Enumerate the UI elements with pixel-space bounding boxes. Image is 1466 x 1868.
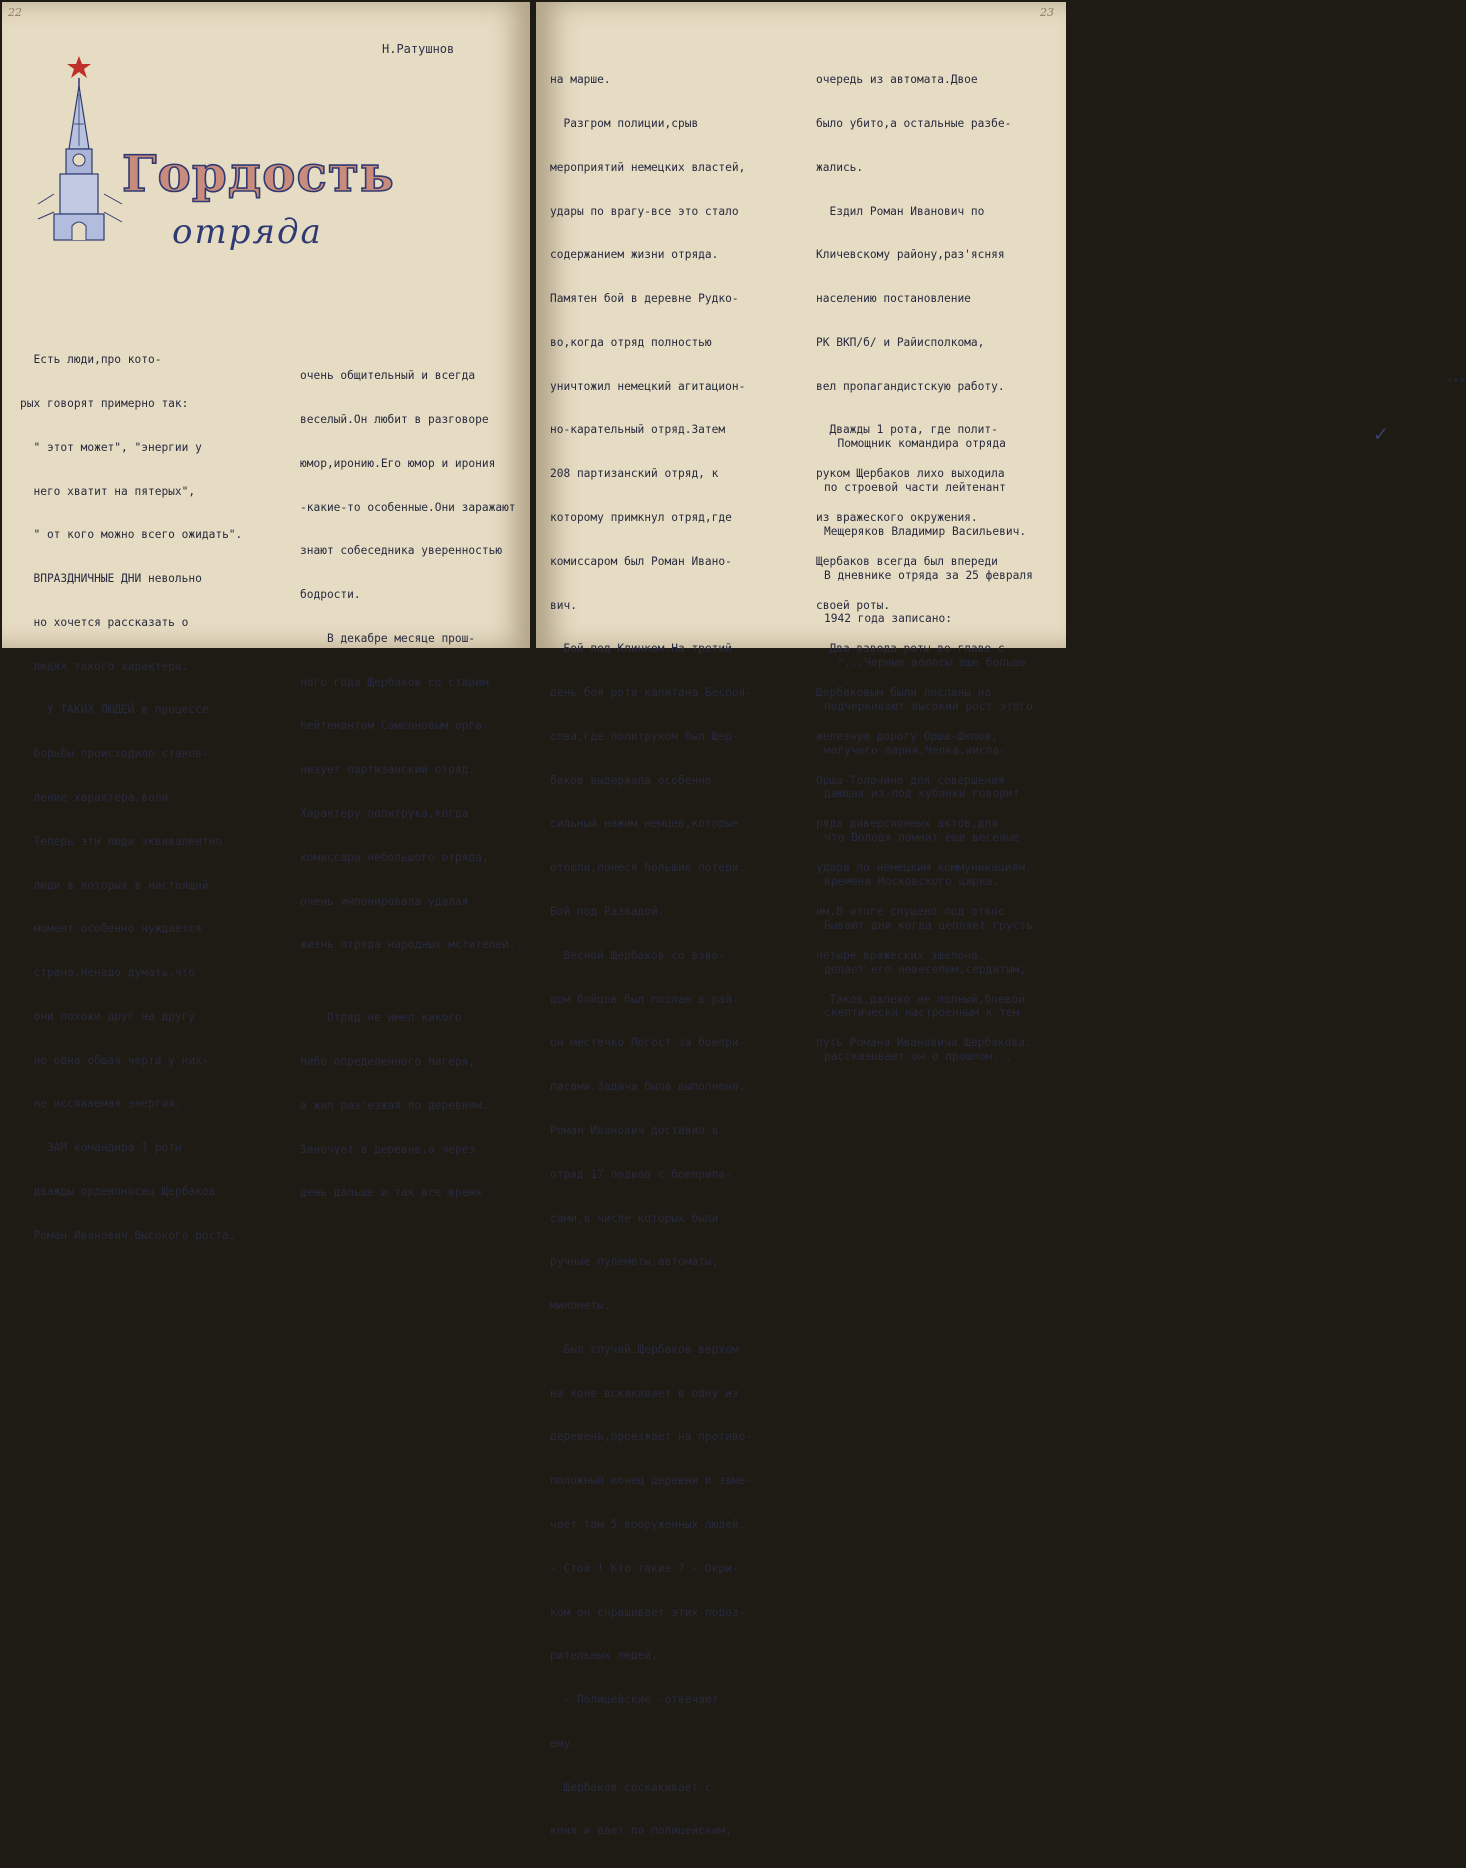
text-line: Бой под Клинком.На третий bbox=[550, 642, 732, 656]
text-line: Дважды 1 рота, где полит- bbox=[816, 423, 998, 437]
text-line: веселый.Он любит в разговоре bbox=[300, 412, 489, 426]
text-line: по строевой части лейтенант bbox=[824, 480, 1006, 494]
text-line: четыре вражеских эшелона. bbox=[816, 948, 985, 962]
text-line: но-карательный отряд.Затем bbox=[550, 423, 726, 437]
text-line: он местечко Погост за боепри- bbox=[550, 1036, 746, 1050]
text-line: дом бойцов был послан в рай- bbox=[550, 992, 739, 1006]
text-line: 208 партизанский отряд, к bbox=[550, 467, 719, 481]
text-line: железную дорогу Орша-Шклов, bbox=[816, 729, 998, 743]
text-line: ление характера,воли. bbox=[20, 791, 175, 804]
text-line: Щербаковым были посланы на bbox=[816, 686, 992, 700]
text-line: - Полицейские -отвечают bbox=[550, 1693, 719, 1707]
text-line: момент особенно нуждается bbox=[20, 922, 202, 936]
text-line: либо определенного лагеря, bbox=[300, 1055, 476, 1069]
text-line: Щербаков всегда был впереди bbox=[816, 554, 998, 568]
page-number: 23 bbox=[1040, 6, 1054, 19]
text-line: рительных людей. bbox=[550, 1649, 658, 1663]
text-line: комиссаром был Роман Ивано- bbox=[550, 554, 732, 568]
text-line: отряд 17 подвод с боеприпа- bbox=[550, 1167, 732, 1181]
text-line: рых говорят примерно так: bbox=[20, 396, 189, 410]
text-line: Характеру политрука,когда bbox=[300, 807, 469, 820]
text-line: -какие-то особенные.Они заражают bbox=[300, 500, 516, 514]
left-text-column-1 bbox=[20, 324, 242, 1273]
article-title: Гордость bbox=[122, 144, 395, 203]
text-line: уничтожил немецкий агитацион- bbox=[550, 379, 746, 393]
text-line: вич. bbox=[550, 598, 577, 612]
text-line: удары по врагу-все это стало bbox=[550, 204, 739, 218]
text-line: населению постановление bbox=[816, 292, 971, 306]
text-line: Был случай.Щербаков верхом bbox=[550, 1342, 739, 1356]
text-line: Заночует в деревне,а через bbox=[300, 1142, 476, 1156]
text-line: лого года Щербаков со старим bbox=[300, 675, 489, 689]
text-line: Есть люди,про кото- bbox=[20, 353, 162, 367]
left-text-column-2 bbox=[300, 340, 516, 1230]
text-line: Мещеряков Владимир Васильевич. bbox=[824, 524, 1027, 538]
text-line: день боя рота капитана Беспоя- bbox=[550, 686, 753, 700]
text-line: могучего парня.Челка,ниспа- bbox=[824, 743, 1006, 757]
text-line: во,когда отряд полностью bbox=[550, 335, 712, 349]
text-line: Памятен бой в деревне Рудко- bbox=[550, 292, 739, 306]
text-line: которому примкнул отряд,где bbox=[550, 511, 732, 524]
text-line: положный конец деревни и заме- bbox=[550, 1474, 753, 1488]
text-line: что Володя помнит еще веселые bbox=[824, 831, 1020, 845]
text-line: Помощник командира отряда bbox=[824, 437, 1006, 451]
checkmark-icon: ✓ bbox=[1374, 422, 1388, 447]
text-line: Роман Иванович доставил в bbox=[550, 1123, 719, 1137]
text-line: Разгром полиции,срыв bbox=[550, 116, 699, 130]
text-line: не иссякаемая энергия. bbox=[20, 1097, 182, 1111]
text-line: бодрости. bbox=[300, 588, 361, 602]
text-line: ком он спрашивает этих подоз- bbox=[550, 1605, 746, 1619]
text-line: дважды орденоносец Щербаков bbox=[20, 1185, 216, 1199]
text-line: РК ВКП/б/ и Райисполкома, bbox=[816, 335, 985, 349]
text-line: своей роты. bbox=[816, 598, 891, 612]
text-line: ручные пулеметы,автоматы, bbox=[550, 1255, 719, 1269]
text-line: делает его невеселым,сердитым, bbox=[824, 962, 1027, 976]
section-separator: *** bbox=[1446, 376, 1466, 389]
text-line: руком Щербаков лихо выходила bbox=[816, 467, 1005, 481]
text-line: борьбы происходило станов- bbox=[20, 747, 209, 761]
text-line: лейтенантом Самсоновым орга- bbox=[300, 719, 489, 733]
text-line: чает там 5 вооруженных людей. bbox=[550, 1517, 746, 1531]
text-line: они похожи друг на другу bbox=[20, 1009, 196, 1023]
text-line: В дневнике отряда за 25 февраля bbox=[824, 568, 1033, 582]
text-line: но хочется рассказать о bbox=[20, 615, 189, 629]
text-line: день дальше и так все время bbox=[300, 1186, 482, 1200]
text-line: а жил раз'езжая по деревням. bbox=[300, 1098, 489, 1112]
text-line: Ездил Роман Иванович по bbox=[816, 204, 985, 218]
text-line: ЗАМ командира 1 роты bbox=[20, 1141, 182, 1155]
text-line: ряда диверсионных актов,для bbox=[816, 817, 998, 831]
text-line: Щербаков соскакивает с bbox=[550, 1780, 712, 1794]
text-line: пасами.Задача была выполнена. bbox=[550, 1080, 746, 1094]
text-line: времена Московского цирка. bbox=[824, 875, 1000, 888]
text-line: но одна общая черта у них- bbox=[20, 1053, 209, 1067]
text-line: сова,где политруком был Щер- bbox=[550, 729, 739, 743]
text-line: У ТАКИХ ЛЮДЕЙ в процессе bbox=[20, 703, 209, 717]
right-text-column-3 bbox=[824, 408, 1033, 1094]
text-line: рассказывает он о прошлом... bbox=[824, 1050, 1013, 1064]
text-line: Кличевскому району,раз'ясняя bbox=[816, 248, 1005, 262]
text-line: мероприятий немецких властей, bbox=[550, 160, 746, 174]
text-line: дающая из-под кубанки говорит bbox=[824, 787, 1020, 801]
text-line: Бой под Развадой. bbox=[550, 905, 665, 919]
text-line: на марше. bbox=[550, 73, 611, 87]
text-line: вел пропагандистскую работу. bbox=[816, 379, 1005, 393]
text-line: страна.Ненадо думать,что bbox=[20, 966, 196, 980]
left-page bbox=[2, 2, 532, 1242]
text-line: жизнь отряда народных мстителей. bbox=[300, 938, 516, 952]
text-line: жались. bbox=[816, 160, 864, 174]
text-line: содержанием жизни отряда. bbox=[550, 248, 719, 262]
right-text-column-1 bbox=[550, 44, 752, 1868]
text-line: скептически настроенным к тем bbox=[824, 1006, 1020, 1020]
text-line: очередь из автомата.Двое bbox=[816, 73, 978, 87]
text-line: "...Черные волосы еще больше bbox=[824, 656, 1027, 670]
text-line: было убито,а остальные разбе- bbox=[816, 116, 1012, 130]
text-line: В декабре месяце прош- bbox=[300, 631, 476, 645]
text-line: Роман Иванович.Высокого роста, bbox=[20, 1228, 236, 1242]
text-line: подчеркивают высокий рост этого bbox=[824, 699, 1033, 713]
text-line: коня и дает по полицейским, bbox=[550, 1824, 732, 1838]
text-line: Два взвода роты во главе с bbox=[816, 642, 1005, 656]
text-line: удара по немецким коммуникациям. bbox=[816, 861, 1032, 875]
text-line: " от кого можно всего ожидать". bbox=[20, 528, 243, 542]
text-line: 1942 года записано: bbox=[824, 612, 952, 626]
text-line: " этот может", "энергии у bbox=[20, 440, 202, 454]
author-name: Н.Ратушнов bbox=[382, 42, 455, 56]
text-line: комиссара небольшого отряда, bbox=[300, 850, 489, 864]
text-line: людях такого характера. bbox=[20, 659, 189, 673]
text-line: на коне вскакивает в одну из bbox=[550, 1386, 739, 1400]
text-line: очень импонировала удалая bbox=[300, 894, 469, 908]
text-line: сами,в числе которых были bbox=[550, 1211, 719, 1225]
right-page bbox=[536, 2, 1466, 1838]
text-line: него хватит на пятерых", bbox=[20, 484, 196, 498]
text-line: Весной Щербаков со взво- bbox=[550, 948, 726, 962]
text-line: Таков,далеко не полный,боевой bbox=[816, 992, 1025, 1006]
text-line: знают собеседника уверенностью bbox=[300, 544, 503, 558]
text-line: из вражеского окружения. bbox=[816, 511, 978, 524]
text-line: Теперь эти люди эквивалентно bbox=[20, 834, 223, 848]
text-line: низует партизанский отряд. bbox=[300, 763, 476, 777]
text-line: сильный нажим немцев,которые bbox=[550, 817, 739, 831]
text-line: юмор,иронию.Его юмор и ирония bbox=[300, 456, 496, 470]
text-line: путь Романа Ивановича Щербакова. bbox=[816, 1036, 1032, 1050]
text-line: им.В итоге спущено под откос bbox=[816, 905, 1005, 919]
text-line: отошли,понеся большие потери. bbox=[550, 861, 746, 875]
text-line: ему. bbox=[550, 1736, 577, 1750]
article-subtitle: отряда bbox=[172, 212, 323, 252]
text-line: - Стой ! Кто такие ? - Окри- bbox=[550, 1561, 739, 1575]
text-line: Бывают дни когда цепляет грусть bbox=[824, 918, 1033, 932]
text-line: ВПРАЗДНИЧНЫЕ ДНИ невольно bbox=[20, 572, 202, 586]
text-line: очень общительный и всегда bbox=[300, 369, 476, 383]
text-line: минометы. bbox=[550, 1299, 611, 1313]
text-line: люди в которых в настоящий bbox=[20, 878, 209, 892]
page-number: 22 bbox=[8, 6, 22, 19]
kremlin-tower-icon bbox=[34, 54, 124, 244]
text-line: деревень,проезжает на противо- bbox=[550, 1430, 753, 1444]
text-line: баков выдержала особенно bbox=[550, 773, 712, 787]
text-line: Орша-Толочино для совершения bbox=[816, 773, 1005, 787]
text-line: Отряд не имел какого bbox=[300, 1011, 462, 1025]
